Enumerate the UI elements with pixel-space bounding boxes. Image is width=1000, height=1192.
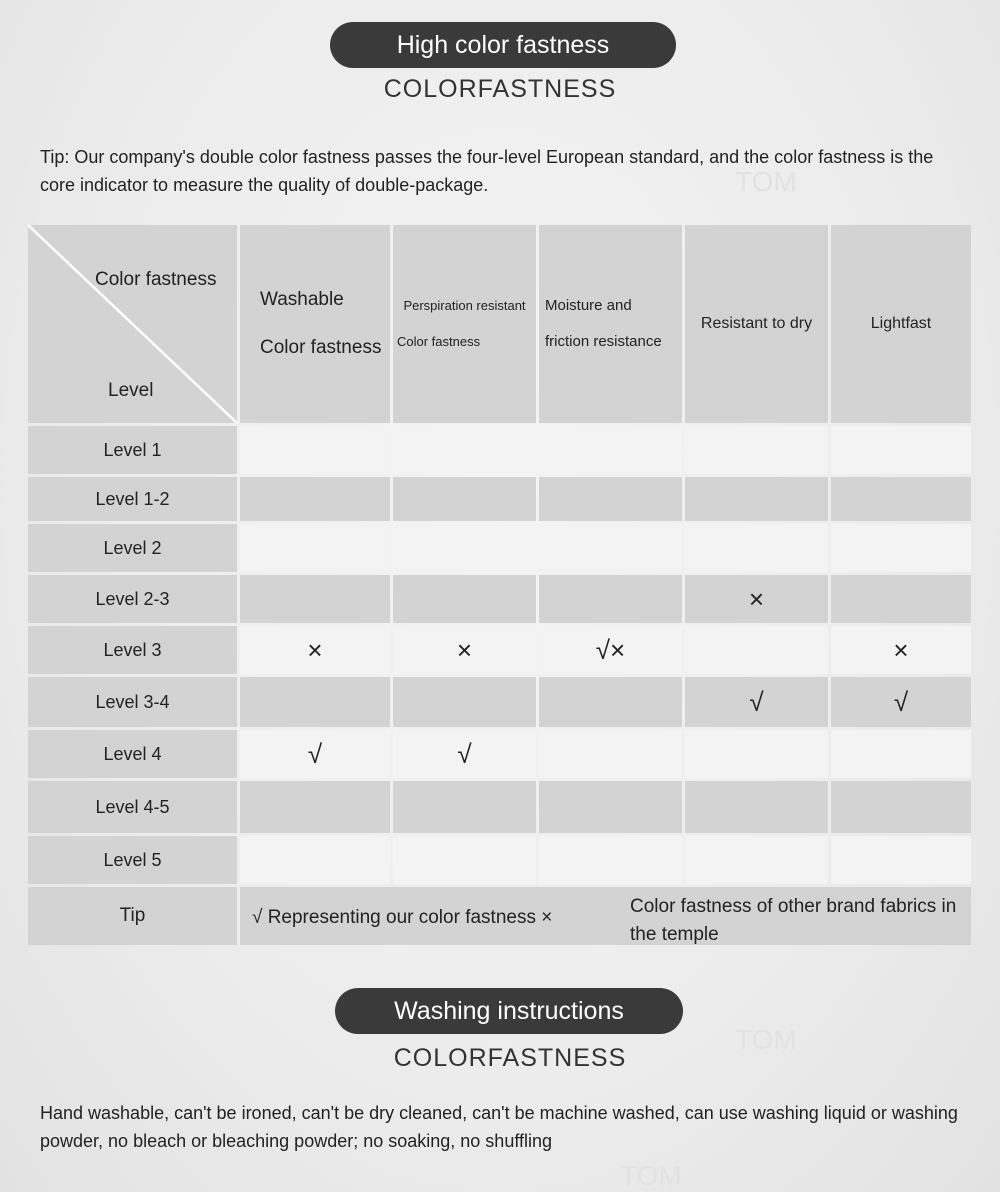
level-cell: Level 4-5: [28, 781, 237, 833]
rating-cell: ×: [685, 575, 828, 623]
column-header-line1: Washable: [260, 289, 344, 310]
column-header-lightfast: [831, 225, 971, 423]
rating-cell: [831, 477, 971, 521]
rating-cell: [393, 477, 536, 521]
column-header-moisture: [539, 225, 682, 423]
rating-cell: [539, 426, 682, 474]
section-title: Washing instructions: [394, 997, 624, 1025]
tip-legend-other: Color fastness of other brand fabrics in the temple: [630, 896, 957, 945]
rating-cell: [539, 677, 682, 727]
watermark: TOM: [735, 166, 797, 197]
rating-cell: [831, 730, 971, 778]
rating-cell: [393, 836, 536, 884]
column-header-line1: Lightfast: [870, 315, 932, 332]
rating-cell: [539, 836, 682, 884]
washing-instructions-text: Hand washable, can't be ironed, can't be dry cleaned, can't be machine washed, can use washing liquid or washing powder, no bleach or bleaching powder; no soaking, no shuffling: [40, 1103, 958, 1151]
rating-cell: [539, 524, 682, 572]
rating-cell: [539, 575, 682, 623]
table-row: [28, 781, 971, 833]
watermark: TOM: [620, 1160, 682, 1191]
rating-cell: [685, 477, 828, 521]
table-row: [28, 626, 971, 674]
column-header-dry: [685, 225, 828, 423]
rating-cell: √: [240, 730, 390, 778]
rating-cell: √×: [539, 626, 682, 674]
column-header-line1: Resistant to dry: [700, 315, 813, 332]
rating-cell: [393, 575, 536, 623]
rating-cell: √: [685, 677, 828, 727]
rating-cell: [685, 626, 828, 674]
level-cell: Level 5: [28, 836, 237, 884]
rating-cell: [393, 524, 536, 572]
rating-cell: [685, 836, 828, 884]
table-row: [28, 477, 971, 521]
rating-cell: ×: [393, 626, 536, 674]
column-header-perspiration: [393, 225, 536, 423]
rating-cell: [240, 426, 390, 474]
rating-cell: [393, 677, 536, 727]
rating-cell: [393, 781, 536, 833]
tip-legend-ours: √ Representing our color fastness ×: [252, 907, 553, 928]
rating-cell: √: [393, 730, 536, 778]
rating-cell: [685, 524, 828, 572]
column-header-washable: [240, 225, 390, 423]
column-header-line1: Perspiration resistant: [403, 298, 526, 313]
rating-cell: [685, 730, 828, 778]
watermark: TOM: [735, 1024, 797, 1055]
rating-cell: [240, 524, 390, 572]
rating-cell: [393, 426, 536, 474]
section-subtitle: COLORFASTNESS: [383, 75, 617, 103]
rating-cell: [539, 477, 682, 521]
table-row: [28, 730, 971, 778]
corner-bottom-label: Level: [108, 380, 154, 401]
level-cell: Level 3: [28, 626, 237, 674]
rating-cell: [831, 524, 971, 572]
corner-cell: [28, 225, 237, 423]
rating-cell: [240, 477, 390, 521]
column-header-line1: Moisture and: [545, 297, 632, 314]
rating-cell: [831, 426, 971, 474]
rating-cell: √: [831, 677, 971, 727]
tip-legend-cell: [240, 887, 971, 945]
level-cell: Level 1: [28, 426, 237, 474]
section-title-pill: [335, 988, 683, 1034]
table-row: [28, 677, 971, 727]
tip-label: Tip: [28, 887, 237, 945]
section-title-pill: [330, 22, 676, 68]
level-cell: Level 3-4: [28, 677, 237, 727]
rating-cell: [539, 781, 682, 833]
tip-row: [28, 887, 971, 945]
level-cell: Level 4: [28, 730, 237, 778]
tip-paragraph: Tip: Our company's double color fastness passes the four-level European standard, and the color fastness is the core indicator to measure the quality of double-package.: [40, 147, 934, 195]
color-fastness-table: [25, 222, 974, 948]
column-header-line2: Color fastness: [260, 337, 382, 358]
table-row: [28, 524, 971, 572]
rating-cell: ×: [240, 626, 390, 674]
level-cell: Level 1-2: [28, 477, 237, 521]
rating-cell: [685, 781, 828, 833]
column-header-line2: Color fastness: [397, 334, 481, 349]
table-row: [28, 426, 971, 474]
level-cell: Level 2-3: [28, 575, 237, 623]
level-cell: Level 2: [28, 524, 237, 572]
rating-cell: [240, 836, 390, 884]
rating-cell: [831, 781, 971, 833]
table-header-row: [28, 225, 971, 423]
rating-cell: [831, 836, 971, 884]
section-subtitle: COLORFASTNESS: [393, 1044, 627, 1072]
rating-cell: [831, 575, 971, 623]
rating-cell: [685, 426, 828, 474]
table-row: [28, 836, 971, 884]
rating-cell: ×: [831, 626, 971, 674]
table-row: [28, 575, 971, 623]
rating-cell: [240, 677, 390, 727]
column-header-line2: friction resistance: [545, 333, 662, 350]
section-title: High color fastness: [396, 31, 610, 59]
rating-cell: [539, 730, 682, 778]
rating-cell: [240, 575, 390, 623]
corner-top-label: Color fastness: [95, 269, 217, 290]
rating-cell: [240, 781, 390, 833]
